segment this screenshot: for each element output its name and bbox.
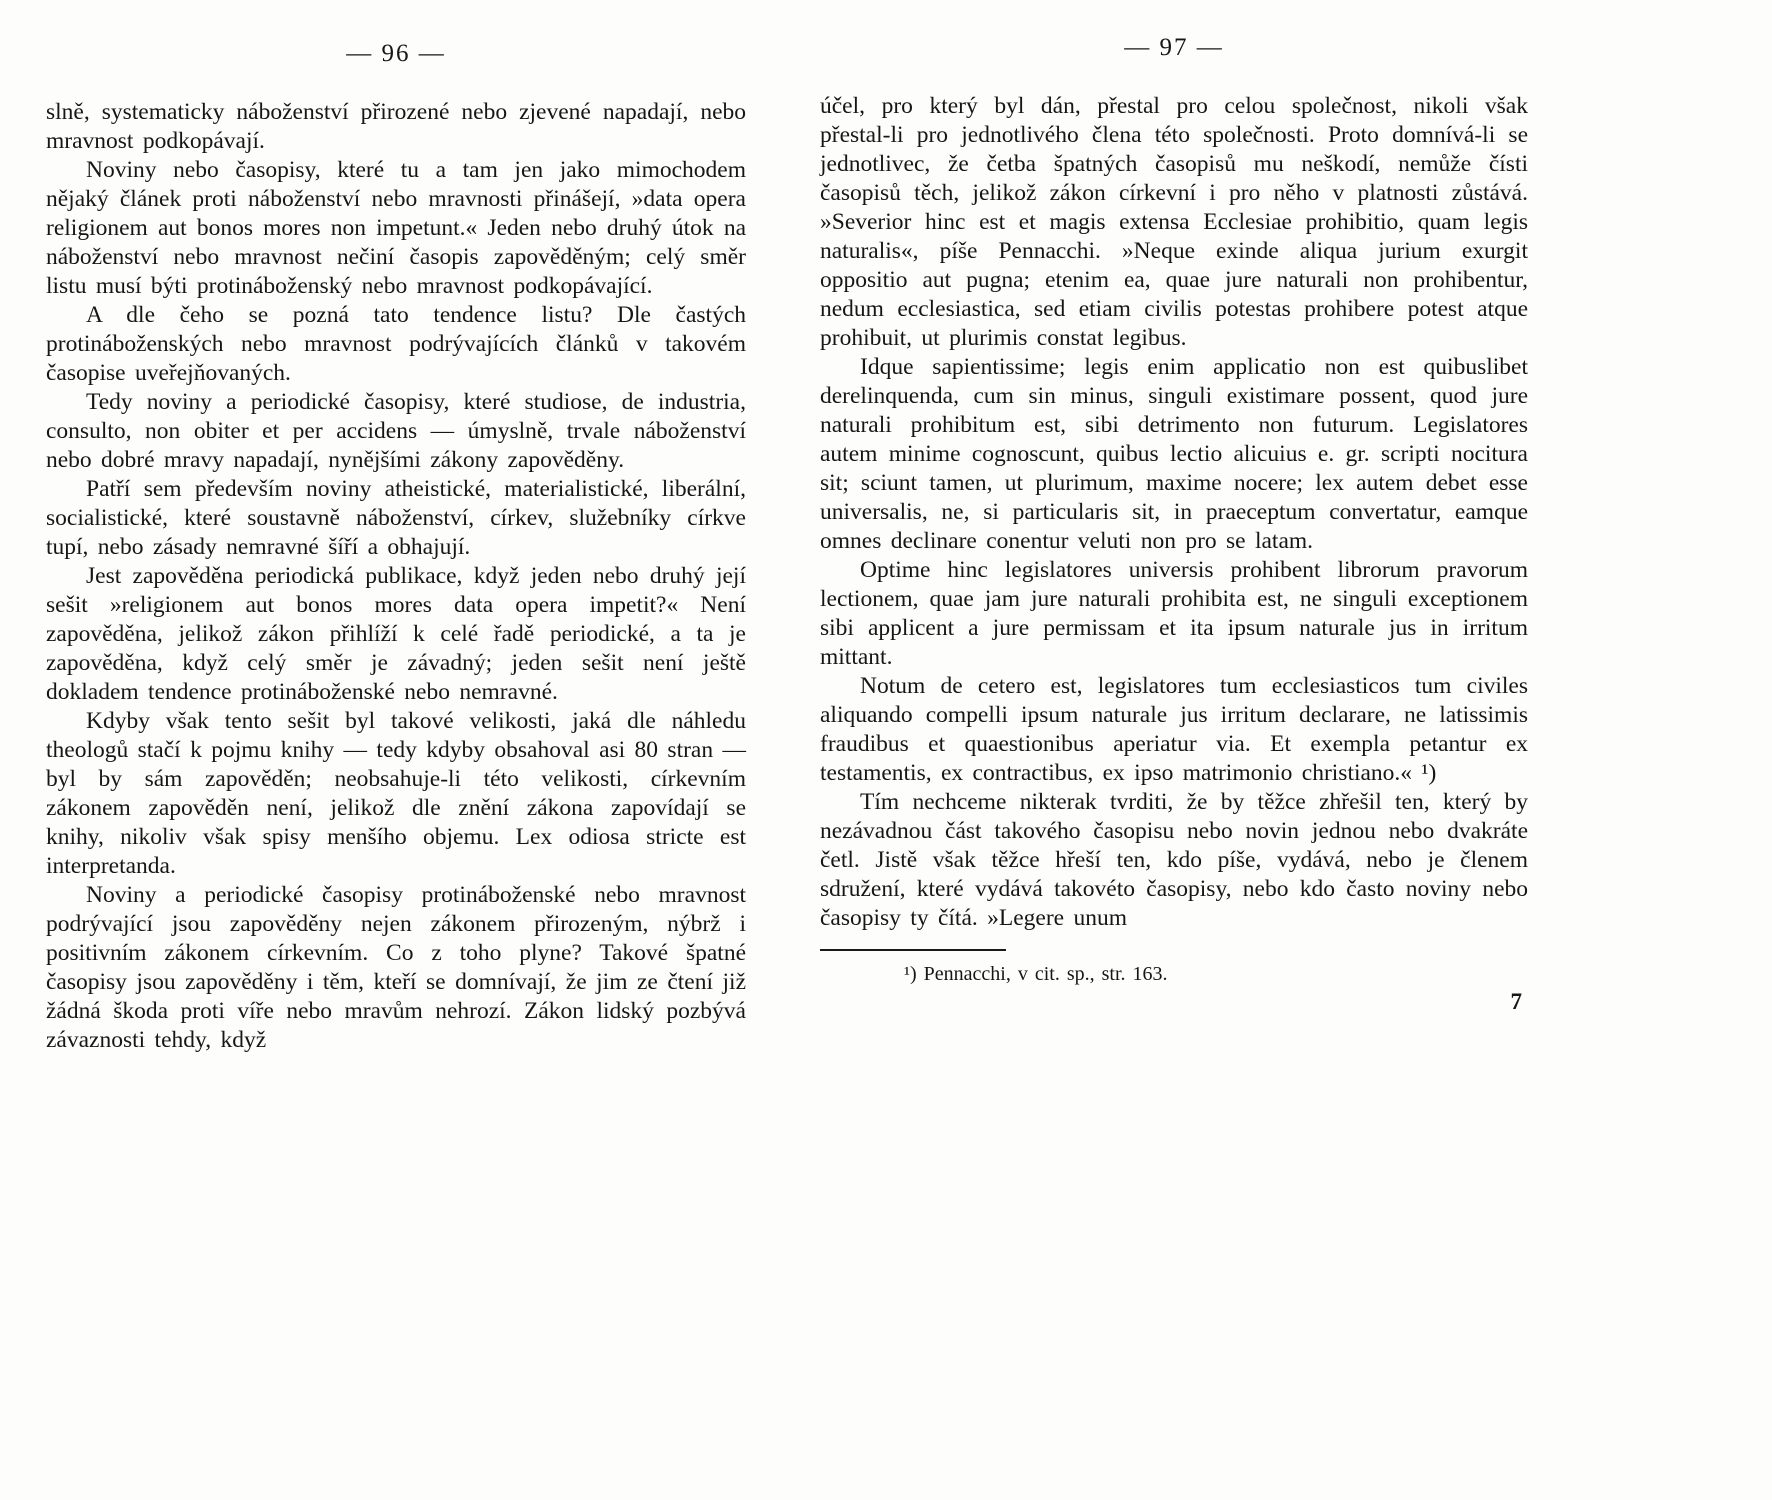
paragraph: A dle čeho se pozná tato tendence listu? Dle častých protináboženských nebo mravnost podrývajících článků v takovém časopise uveřejňovaných.	[46, 302, 746, 386]
page-signature: 7	[1510, 989, 1522, 1014]
page-96-header: — 96 —	[346, 40, 446, 67]
paragraph: Tedy noviny a periodické časopisy, které studiose, de industria, consulto, non obiter et per accidens — úmyslně, trvale náboženství nebo dobré mravy napadají, nynějšími zákony zapověděny.	[46, 389, 746, 473]
page-97-header: — 97 —	[1124, 34, 1224, 61]
paragraph: Optime hinc legislatores universis prohibent librorum pravorum lectionem, quae jam jure naturali prohibita est, ne singuli exceptionem sibi applicent a jure permissam et ita ipsum naturale jus in irritum mittant.	[820, 557, 1528, 670]
footnote: ¹) Pennacchi, v cit. sp., str. 163.	[904, 963, 1168, 985]
page-96	[46, 0, 746, 1055]
paragraph: Patří sem především noviny atheistické, materialistické, liberální, socialistické, které soustavně náboženství, církev, služebníky církve tupí, nebo zásady nemravné šíří a obhajují.	[46, 476, 746, 560]
page-96-body	[46, 98, 746, 1055]
paragraph: Noviny nebo časopisy, které tu a tam jen jako mimochodem nějaký článek proti náboženství nebo mravnosti přinášejí, »data opera religionem aut bonos mores non impetunt.« Jeden nebo druhý útok na náboženství nebo mravnost nečiní časopis zapověděným; celý směr listu musí býti protináboženský nebo mravnost podkopávající.	[46, 157, 746, 299]
page-97	[820, 0, 1528, 1015]
paragraph: Jest zapověděna periodická publikace, když jeden nebo druhý její sešit »religionem aut bonos mores data opera impetit?« Není zapověděna, jelikož zákon přihlíží k celé řadě periodické, a ta je zapověděna, když celý směr je závadný; jeden sešit není ještě dokladem tendence protináboženské nebo nemravné.	[46, 563, 746, 705]
paragraph: Notum de cetero est, legislatores tum ecclesiasticos tum civiles aliquando compelli ipsum naturale jus irritum declarare, ne latissimis fraudibus et quaestionibus aperiatur via. Et exempla petantur ex testamentis, ex contractibus, ex ipso matrimonio christiano.« ¹)	[820, 673, 1528, 786]
page-97-body	[820, 92, 1528, 933]
paragraph: slně, systematicky náboženství přirozené nebo zjevené napadají, nebo mravnost podkopávají.	[46, 99, 746, 154]
paragraph: Kdyby však tento sešit byl takové velikosti, jaká dle náhledu theologů stačí k pojmu knihy — tedy kdyby obsahoval asi 80 stran — byl by sám zapověděn; neobsahuje-li této velikosti, církevním zákonem zapověděn není, jelikož dle znění zákona zapovídají se knihy, nikoliv však spisy menšího objemu. Lex odiosa stricte est interpretanda.	[46, 708, 746, 879]
paragraph: účel, pro který byl dán, přestal pro celou společnost, nikoli však přestal-li pro jednotlivého člena této společnosti. Proto domnívá-li se jednotlivec, že četba špatných časopisů mu neškodí, nemůže čísti časopisů těch, jelikož zákon církevní i pro něho v platnosti zůstává. »Severior hinc est et magis extensa Ecclesiae prohibitio, quam legis naturalis«, píše Pennacchi. »Neque exinde aliqua jurium exurgit oppositio aut pugna; etenim ea, quae jure naturali non prohibentur, nedum ecclesiastica, sed etiam civilis potestas prohibere potest atque prohibuit, ut plurimis constat legibus.	[820, 93, 1528, 351]
footnote-divider	[820, 949, 1006, 951]
paragraph: Idque sapientissime; legis enim applicatio non est quibuslibet derelinquenda, cum sin minus, singuli existimare possent, quod jure naturali prohibitum est, sibi detrimento non futurum. Legislatores autem minime cognoscunt, quibus lectio alicuius e. gr. scripti nocitura sit; sciunt tamen, ut plurimum, maxime nocere; lex autem debet esse universalis, ne, si particularis sit, in praeceptum convertatur, eamque omnes declinare conentur veluti non pro se latam.	[820, 354, 1528, 554]
paragraph: Tím nechceme nikterak tvrditi, že by těžce zhřešil ten, který by nezávadnou část takového časopisu nebo novin jednou nebo dvakráte četl. Jistě však těžce hřeší ten, kdo píše, vydává, nebo je členem sdružení, které vydává takovéto časopisy, nebo kdo často noviny nebo časopisy ty čítá. »Legere unum	[820, 789, 1528, 931]
paragraph: Noviny a periodické časopisy protináboženské nebo mravnost podrývající jsou zapověděny nejen zákonem přirozeným, nýbrž i positivním zákonem církevním. Co z toho plyne? Takové špatné časopisy jsou zapověděny i těm, kteří se domnívají, že jim ze čtení již žádná škoda proti víře nebo mravům nehrozí. Zákon lidský pozbývá závaznosti tehdy, když	[46, 882, 746, 1053]
